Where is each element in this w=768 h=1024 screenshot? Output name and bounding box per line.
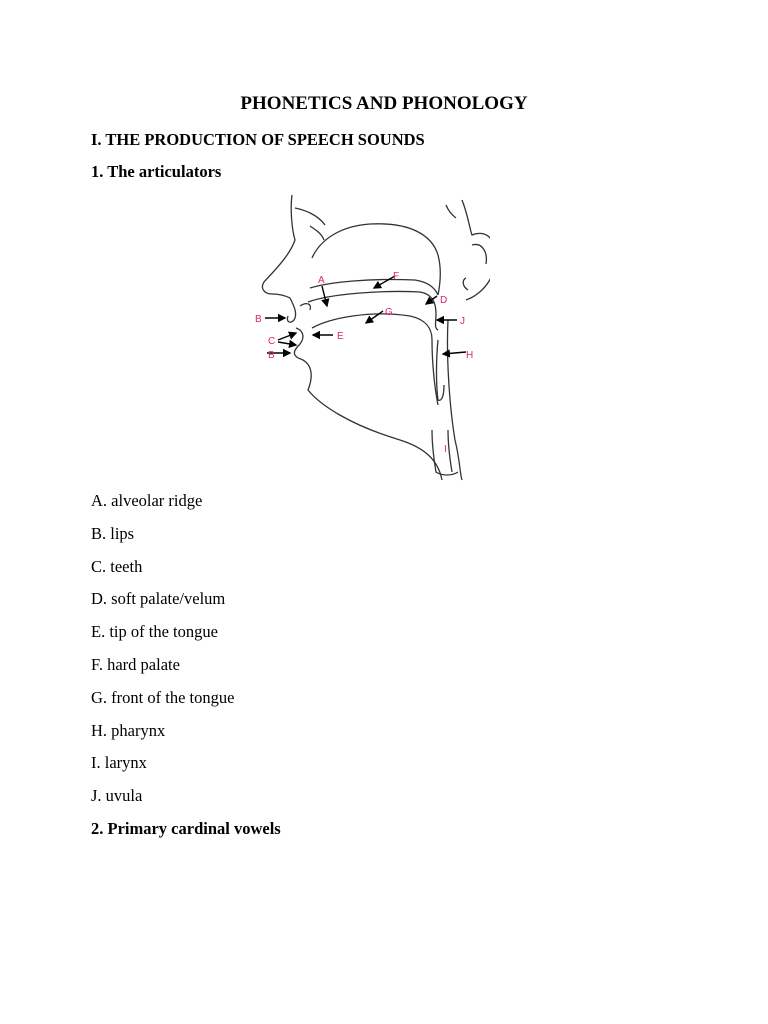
label-f: F xyxy=(393,271,400,282)
label-a: A xyxy=(318,275,325,286)
legend-item: J. uvula xyxy=(91,786,143,806)
label-b-lower: B xyxy=(268,350,275,361)
subheading-articulators: 1. The articulators xyxy=(91,162,222,181)
page-title: PHONETICS AND PHONOLOGY xyxy=(240,93,528,114)
articulator-legend xyxy=(91,490,234,818)
legend-item: B. lips xyxy=(91,523,135,543)
section-heading: I. THE PRODUCTION OF SPEECH SOUNDS xyxy=(91,130,425,149)
label-j: J xyxy=(460,316,465,327)
label-g: G xyxy=(385,307,393,318)
legend-item: I. larynx xyxy=(91,753,147,773)
legend-item: C. teeth xyxy=(91,556,143,576)
legend-item: E. tip of the tongue xyxy=(91,622,218,642)
label-b-upper: B xyxy=(255,314,262,325)
legend-item: F. hard palate xyxy=(91,654,180,674)
label-c: C xyxy=(268,336,276,347)
head-outline xyxy=(262,195,490,480)
label-h: H xyxy=(466,350,474,361)
legend-item: A. alveolar ridge xyxy=(91,491,203,510)
label-i: I xyxy=(444,444,447,455)
legend-item: D. soft palate/velum xyxy=(91,589,226,609)
vocal-tract-diagram xyxy=(250,190,490,482)
subheading-cardinal-vowels: 2. Primary cardinal vowels xyxy=(91,819,281,838)
legend-item: G. front of the tongue xyxy=(91,687,235,707)
legend-item: H. pharynx xyxy=(91,720,166,740)
label-d: D xyxy=(440,295,448,306)
label-e: E xyxy=(337,331,344,342)
